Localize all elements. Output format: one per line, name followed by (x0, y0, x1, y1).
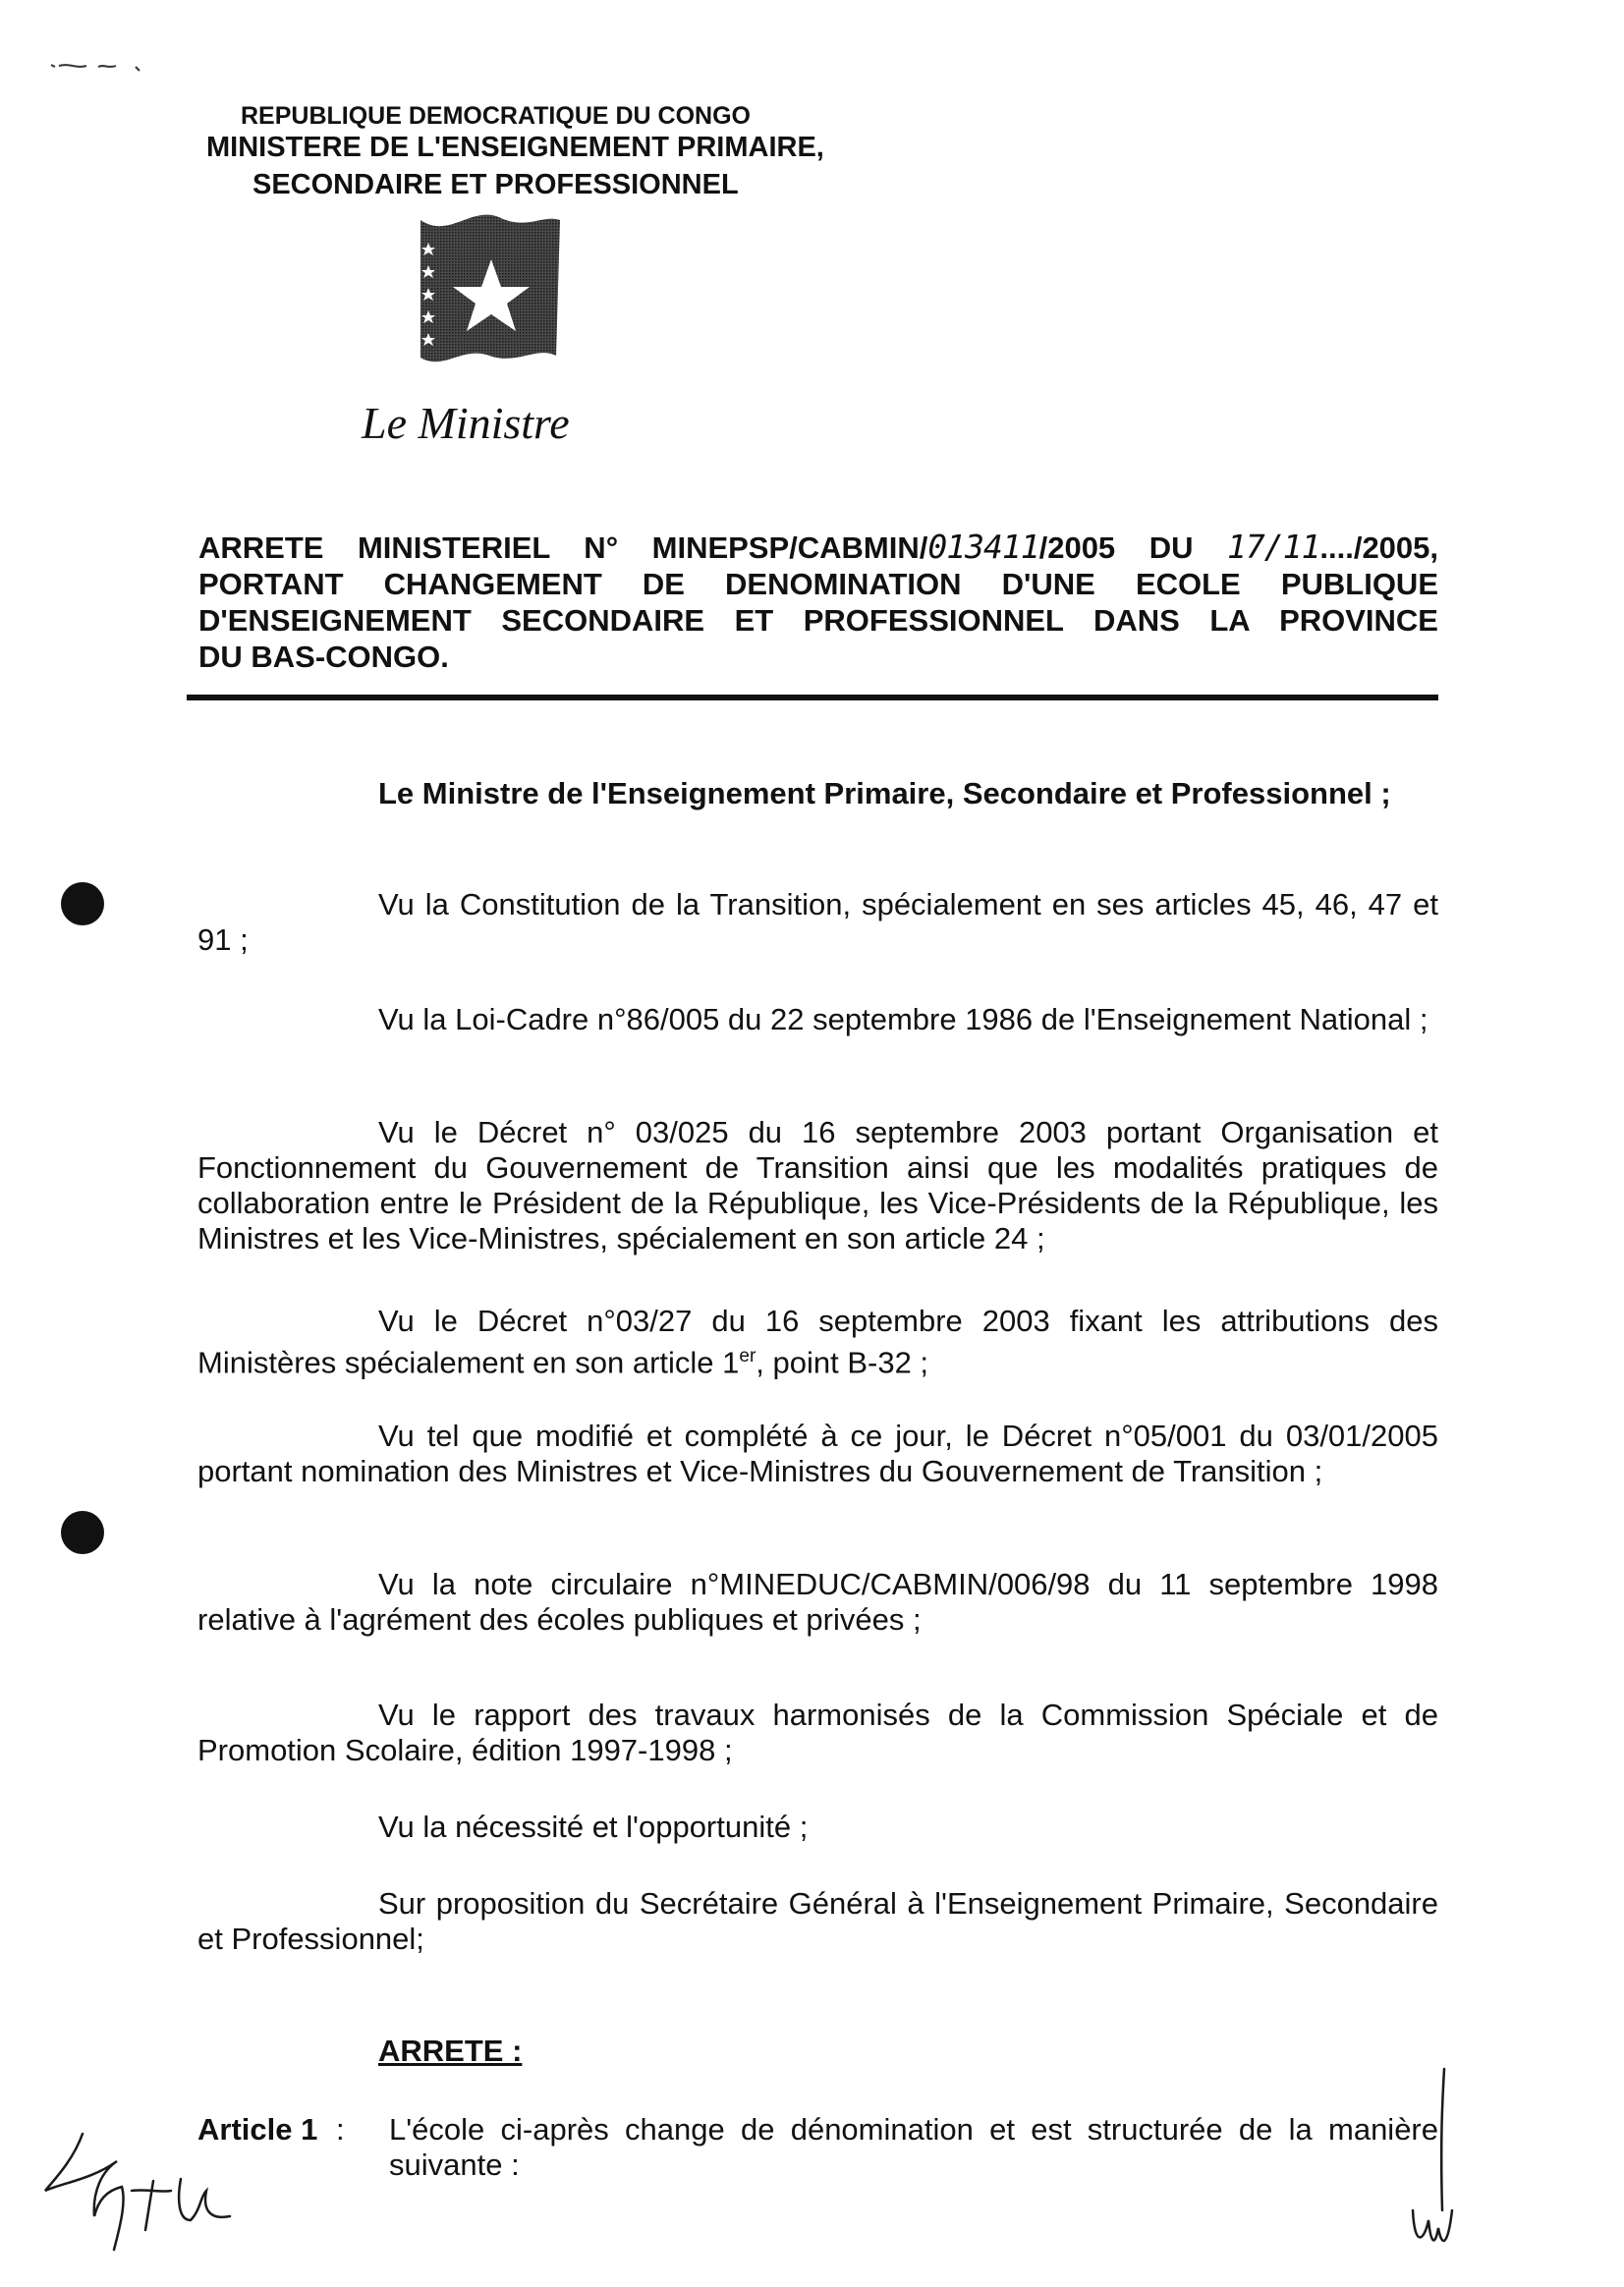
consideration-note-circulaire: Vu la note circulaire n°MINEDUC/CABMIN/006/98 du 11 septembre 1998 relative à l'agrément des écoles publiques et privées ; (197, 1567, 1438, 1637)
initials-signature (24, 2122, 250, 2259)
decree-title-line3: D'ENSEIGNEMENT SECONDAIRE ET PROFESSIONNEL DANS LA PROVINCE (198, 603, 1438, 638)
consideration-decret-03-025: Vu le Décret n° 03/025 du 16 septembre 2003 portant Organisation et Fonctionnement du Gouvernement de Transition ainsi que les modalités pratiques de collaboration entre le Président de la République, les Vice-Présidents de la République, les Ministres et les Vice-Ministres, spécialement en son article 24 ; (197, 1115, 1438, 1255)
ministry-name-line1: MINISTERE DE L'ENSEIGNEMENT PRIMAIRE, (206, 132, 824, 163)
consideration-rapport: Vu le rapport des travaux harmonisés de la Commission Spéciale et de Promotion Scolaire, édition 1997-1998 ; (197, 1698, 1438, 1767)
article-1-label: Article 1 (197, 2112, 318, 2147)
decree-title-line1 (198, 529, 1438, 566)
decree-title (198, 529, 1438, 675)
consideration-loi-cadre: Vu la Loi-Cadre n°86/005 du 22 septembre 1986 de l'Enseignement National ; (378, 1002, 1428, 1036)
scan-margin-scribble (47, 57, 165, 81)
flag-star-icon (411, 208, 568, 381)
preamble-opening: Le Ministre de l'Enseignement Primaire, Secondaire et Professionnel ; (378, 776, 1391, 810)
consideration-decret-03-27: Vu le Décret n°03/27 du 16 septembre 2003 fixant les attributions des Ministères spécialement en son article 1er, point B-32 ; (197, 1304, 1438, 1380)
decree-title-line4: DU BAS-CONGO. (198, 640, 449, 674)
republic-name: REPUBLIQUE DEMOCRATIQUE DU CONGO (241, 102, 751, 130)
minister-title: Le Ministre (362, 398, 570, 448)
consideration-decret-05-001: Vu tel que modifié et complété à ce jour, le Décret n°05/001 du 03/01/2005 portant nomination des Ministres et Vice-Ministres du Gouvernement de Transition ; (197, 1419, 1438, 1488)
consideration-proposition: Sur proposition du Secrétaire Général à l'Enseignement Primaire, Secondaire et Professionnel; (197, 1886, 1438, 1956)
arrete-heading: ARRETE : (378, 2034, 523, 2068)
consideration-necessite: Vu la nécessité et l'opportunité ; (378, 1810, 809, 1844)
ministry-name-line2: SECONDAIRE ET PROFESSIONNEL (252, 169, 739, 200)
consideration-constitution: Vu la Constitution de la Transition, spécialement en ses articles 45, 46, 47 et 91 ; (197, 887, 1438, 957)
decree-number-prefix: ARRETE MINISTERIEL N° MINEPSP/CABMIN/ (198, 530, 928, 565)
margin-paraph-signature (1395, 2063, 1464, 2259)
article-1-text: L'école ci-après change de dénomination et est structurée de la manière suivante : (389, 2112, 1438, 2182)
decree-number-handwritten: 013411 (927, 528, 1039, 566)
title-divider (187, 695, 1438, 700)
article-1-colon: : (336, 2112, 345, 2147)
punch-hole-mark (61, 882, 104, 925)
decree-title-line2: PORTANT CHANGEMENT DE DENOMINATION D'UNE ECOLE PUBLIQUE (198, 567, 1438, 601)
decree-year: /2005 DU (1038, 530, 1228, 565)
decree-date-handwritten: 17/11 (1227, 528, 1320, 566)
decree-date-year: ..../2005, (1319, 530, 1439, 565)
punch-hole-mark (61, 1511, 104, 1554)
